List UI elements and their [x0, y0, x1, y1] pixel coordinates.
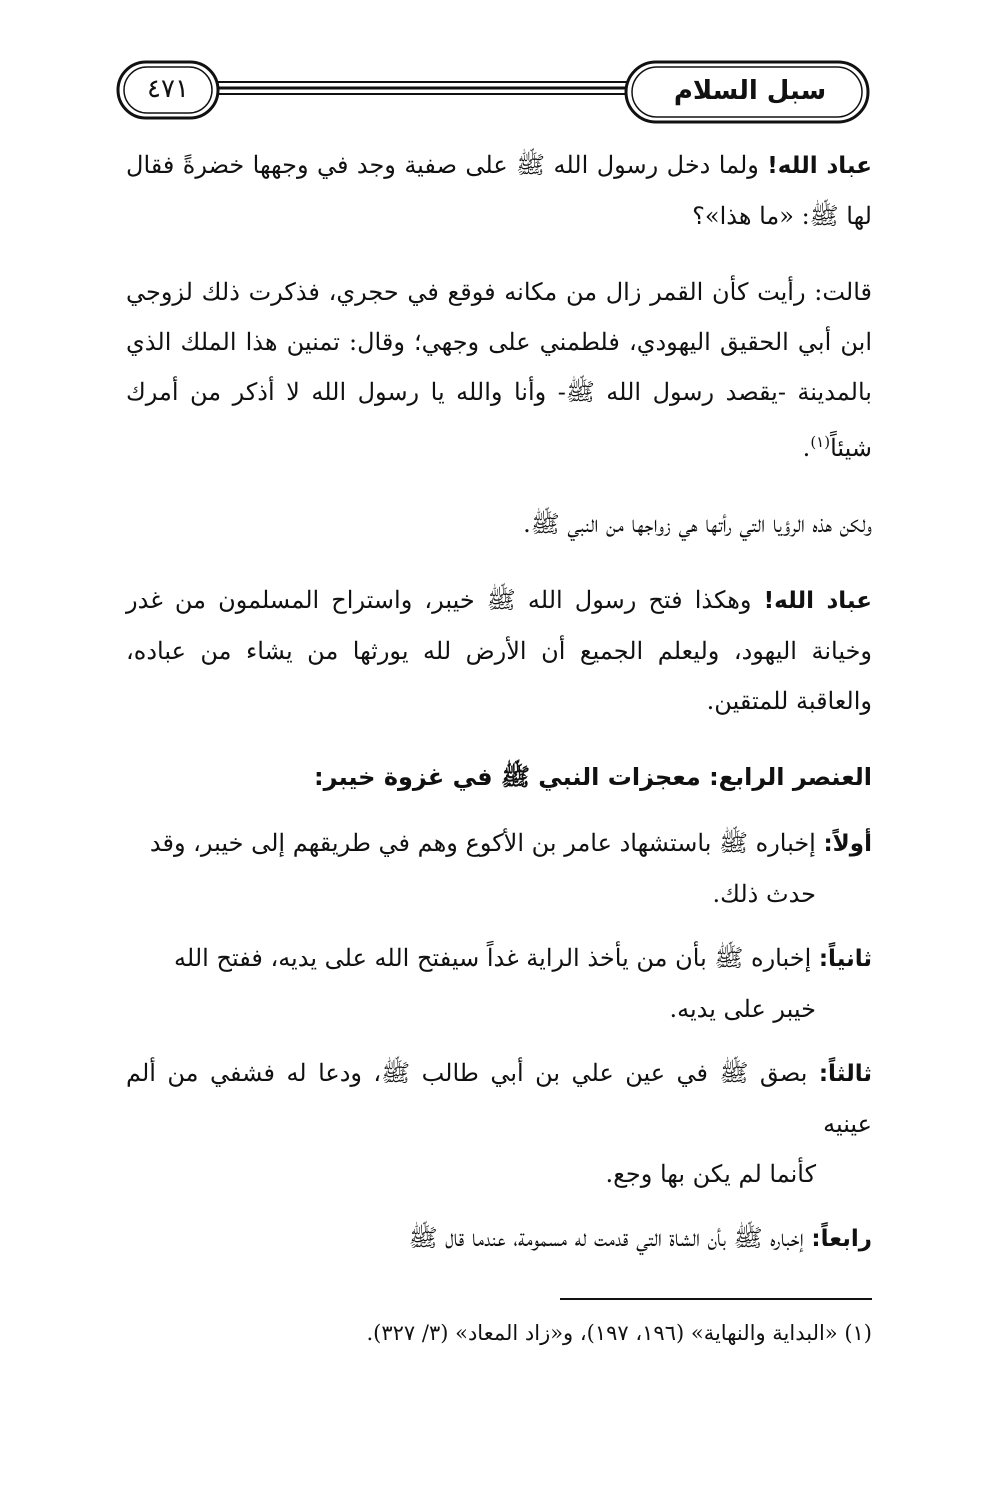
paragraph-lead: عباد الله!: [767, 153, 872, 179]
running-title: سبل السلام: [673, 76, 827, 106]
footnote-reference: (١): [810, 433, 831, 451]
running-title-box: [630, 60, 870, 122]
list-item-lead: ثانياً:: [818, 946, 872, 972]
paragraph-text: قالت: رأيت كأن القمر زال من مكانه فوقع في حجري، فذكرت ذلك لزوجي ابن أبي الحقيق اليهودي، فلطمني على وجهي؛ وقال: تمنين هذا الملك الذي بالمدينة -يقصد رسول الله ﷺ- وأنا والله يا رسول الله لا أذكر من أمرك شيئاً: [126, 278, 873, 462]
paragraph-end: .: [802, 434, 811, 462]
list-item-continuation: خيبر على يديه.: [669, 995, 816, 1023]
page-body: [126, 140, 872, 1278]
list-item-continuation: حدث ذلك.: [712, 880, 816, 908]
paragraph: [126, 267, 872, 473]
page-number-box: [118, 60, 218, 118]
page-number: ٤٧١: [147, 74, 189, 104]
list-item-text: بصق ﷺ في عين علي بن أبي طالب ﷺ، ودعا له فشفي من ألم عينيه: [126, 1059, 872, 1138]
page-header: [110, 52, 870, 132]
list-item-lead: ثالثاً:: [818, 1061, 872, 1087]
list-item: [126, 1048, 872, 1199]
paragraph-text: ولكن هذه الرؤيا التي رأتها هي زواجها من النبي ﷺ.: [523, 510, 872, 538]
list-item-text: إخباره ﷺ بأن من يأخذ الراية غداً سيفتح الله على يديه، ففتح الله: [174, 944, 819, 972]
list-item: [126, 818, 872, 919]
list-item: [126, 1213, 872, 1264]
paragraph-text: ولما دخل رسول الله ﷺ على صفية وجد في وجهها خضرةً فقال لها ﷺ: «ما هذا»؟: [126, 151, 872, 230]
list-item-text: إخباره ﷺ باستشهاد عامر بن الأكوع وهم في طريقهم إلى خيبر، وقد: [149, 829, 824, 857]
list-item: [126, 933, 872, 1034]
list-item-lead: أولاً:: [823, 831, 872, 857]
paragraph-lead: عباد الله!: [763, 588, 872, 614]
footnote-divider: [560, 1298, 872, 1300]
list-item-continuation: كأنما لم يكن بها وجع.: [605, 1160, 816, 1188]
list-item-text: إخباره ﷺ بأن الشاة التي قدمت له مسمومة، عندما قال ﷺ: [408, 1224, 812, 1252]
footnote: (١) «البداية والنهاية» (١٩٦، ١٩٧)، و«زاد المعاد» (٣/ ٣٢٧).: [366, 1321, 872, 1345]
paragraph: [126, 499, 872, 549]
section-heading: العنصر الرابع: معجزات النبي ﷺ في غزوة خيبر:: [314, 763, 872, 791]
paragraph: [126, 575, 872, 726]
paragraph-text: وهكذا فتح رسول الله ﷺ خيبر، واستراح المسلمون من غدر وخيانة اليهود، وليعلم الجميع أن الأرض لله يورثها من يشاء من عباده، والعاقبة للمتقين.: [126, 586, 872, 715]
paragraph: [126, 140, 872, 241]
list-item-lead: رابعاً:: [811, 1226, 872, 1252]
